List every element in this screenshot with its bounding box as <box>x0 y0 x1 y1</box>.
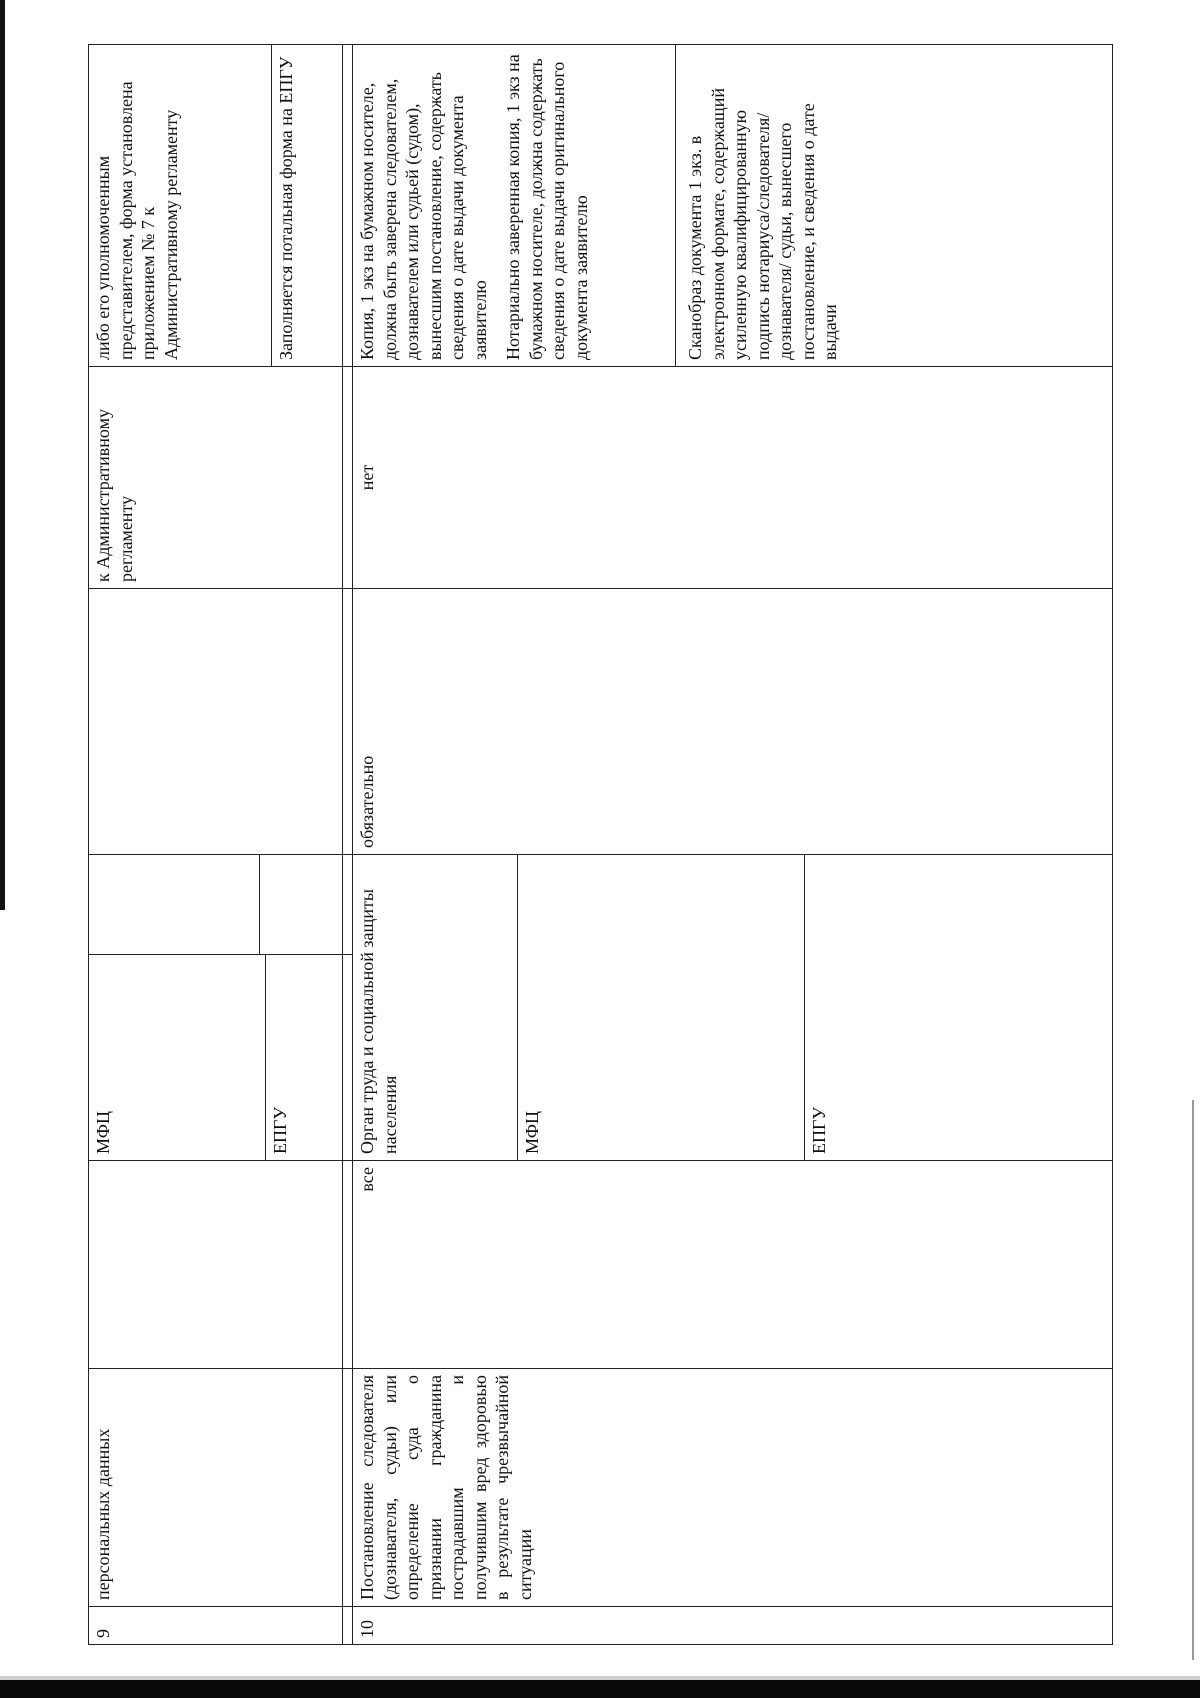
scan-right-edge <box>1192 1100 1194 1660</box>
channel-extra-cell <box>89 855 343 955</box>
document-name-cell: персональных данных <box>89 1369 343 1607</box>
requirement-scan: Сканобраз документа 1 экз. в электронном формате, содержащий усиленную квалифицированную подпись нотариуса/следователя/ дознавателя/ судьи, вынесшего постановление, и сведения о дате выдачи <box>675 45 845 366</box>
mandatory-cell: обязательно <box>353 589 1113 855</box>
requirement-notarized: Нотариально заверенная копия, 1 экз на бумажном носителе, должна содержать сведения о дате выдачи оригинального документа заявителю <box>503 54 591 360</box>
documents-table <box>88 44 1113 1645</box>
channel-mfc: МФЦ <box>517 855 804 1160</box>
form-cell: нет <box>353 367 1113 589</box>
channel-epgu: ЕПГУ <box>804 855 834 1160</box>
requirement-note-2: Заполняется потальная форма на ЕПГУ <box>271 45 301 366</box>
requirement-note-1: либо его уполномоченным представителем, форма установлена приложением № 7 к Административному регламенту <box>93 81 181 360</box>
requirement-copy: Копия, 1 экз на бумажном носителе, должна быть заверена следователем, дознавателем или судьей (судом), вынесшим постановление, содержать сведения о дате выдачи документа заявителю <box>357 72 490 360</box>
channels-cell <box>89 955 343 1161</box>
document-name-cell: Постановление следователя (дознавателя, судьи) или определение суда о признании гражданина пострадавшим и получившим вред здоровью в результате чрезвычайной ситуации <box>353 1369 1113 1607</box>
channels-cell <box>353 855 1113 1161</box>
mandatory-cell <box>89 589 343 855</box>
channel-mfc: МФЦ <box>93 1111 113 1154</box>
scan-left-edge <box>0 0 5 910</box>
rotated-document-page <box>88 45 1138 1645</box>
table-row-10 <box>353 45 1113 1645</box>
row-gap <box>343 45 353 1645</box>
channel-epgu: ЕПГУ <box>265 955 342 1160</box>
row-number: 9 <box>89 1607 343 1645</box>
table-row-9 <box>89 45 343 1645</box>
category-cell <box>89 1161 343 1369</box>
row-number: 10 <box>353 1607 1113 1645</box>
scan-bottom-edge <box>0 1680 1200 1698</box>
requirements-cell <box>353 45 1113 367</box>
channel-social-protection: Орган труда и социальной защиты населения <box>357 889 400 1154</box>
requirements-cell <box>89 45 343 367</box>
category-cell: все <box>353 1161 1113 1369</box>
form-cell: к Административному регламенту <box>89 367 343 589</box>
